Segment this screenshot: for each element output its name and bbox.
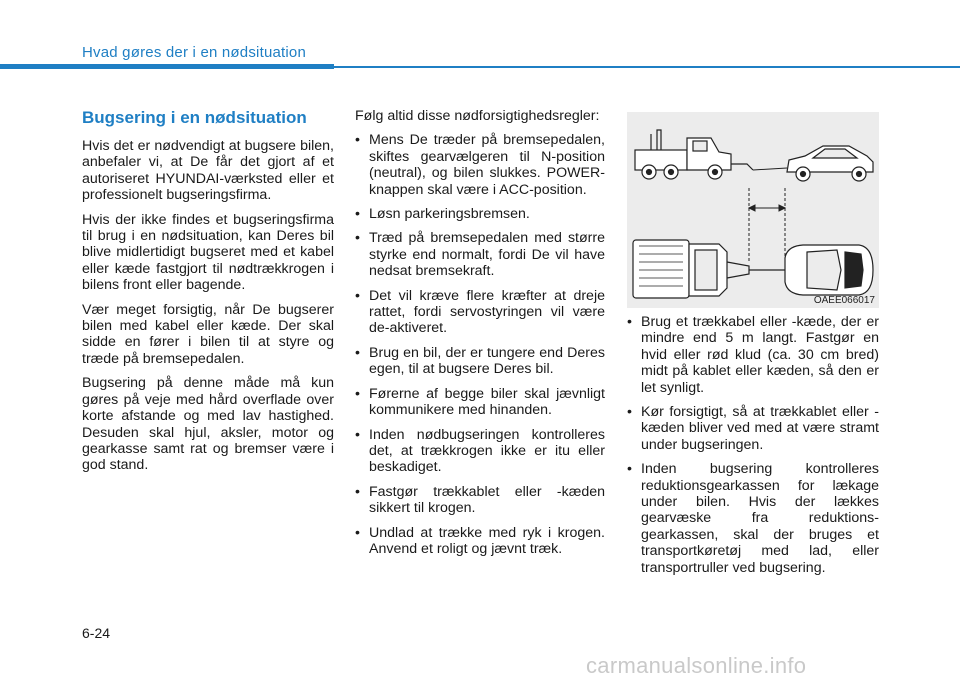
- bullet-icon: •: [355, 483, 360, 500]
- list-item-text: Fastgør trækkablet eller -kæden sikkert til krogen.: [369, 483, 605, 517]
- list-item-text: Undlad at trække med ryk i krogen. Anvend et roligt og jævnt træk.: [369, 524, 605, 557]
- section-title: Bugsering i en nødsituation: [82, 108, 307, 127]
- bullet-icon: •: [355, 426, 360, 443]
- rules-list: [355, 132, 605, 557]
- bullet-icon: •: [355, 344, 360, 361]
- paragraph: Bugsering på denne måde må kun gøres på veje med hård overflade over korte afstande og med lav hastighed. Desuden skal hjul, aksler, motor og gearkasse samt rat og bremser være i god stand.: [82, 375, 334, 474]
- list-item: [355, 132, 605, 198]
- list-item: [355, 345, 605, 378]
- list-item-text: Førerne af begge biler skal jævnligt kommunikere med hinanden.: [369, 385, 605, 419]
- list-item: [355, 427, 605, 476]
- list-item-text: Løsn parkeringsbremsen.: [369, 206, 530, 223]
- towing-illustration: [627, 112, 879, 308]
- figure-code: OAEE066017: [813, 295, 875, 306]
- car-side-icon: [787, 146, 873, 181]
- list-item-text: Inden nødbugseringen kontrolleres det, at trækkrogen ikke er itu eller beskadiget.: [369, 426, 605, 476]
- paragraph: Vær meget forsigtig, når De bugserer bilen med kabel eller kæde. Der skal sidde en fører i bilen til at styre og træde på bremsepedalen.: [82, 301, 334, 367]
- list-item: [355, 230, 605, 279]
- header-rule: [334, 66, 960, 68]
- list-item: [627, 461, 879, 576]
- page-number: 6-24: [82, 625, 111, 641]
- bullet-icon: •: [627, 404, 632, 421]
- column-right: [627, 314, 879, 584]
- list-item-text: Kør forsigtigt, så at trækkablet eller -kæden bliver ved med at være stramt under bugseringen.: [641, 404, 879, 453]
- bullet-icon: •: [355, 287, 360, 304]
- tow-truck-side-icon: [635, 130, 753, 179]
- list-item-text: Inden bugsering kontrolleres reduktionsgearkassen for lækage under bilen. Hvis der lækkes gearvæske fra reduktions- gearkassen, skal der bruges et transportkøretøj med lad, eller transportruller ved bugsering.: [641, 461, 879, 576]
- bullet-icon: •: [355, 206, 360, 223]
- column-left: [82, 108, 334, 482]
- header-rule-accent: [0, 64, 334, 69]
- list-item-text: Brug et trækkabel eller -kæde, der er mindre end 5 m langt. Fastgør en hvid eller rød klud (ca. 30 cm bred) midt på kablet eller kæden, så den er let synligt.: [641, 314, 879, 396]
- list-item: [355, 288, 605, 337]
- car-top-icon: [749, 245, 873, 295]
- watermark: carmanualsonline.info: [586, 653, 807, 678]
- tow-cable-icon: [749, 168, 787, 262]
- list-item: [627, 314, 879, 396]
- list-item-text: Træd på bremsepedalen med større styrke end normalt, fordi De vil have nedsat bremsekraft.: [369, 230, 605, 280]
- bullet-icon: •: [355, 385, 360, 402]
- list-item-text: Mens De træder på bremsepedalen, skiftes gearvælgeren til N-position (neutral), og bilen slukkes. POWER-knappen skal være i ACC-position.: [369, 132, 605, 198]
- list-item: [355, 525, 605, 558]
- list-item-text: Det vil kræve flere kræfter at dreje rattet, fordi servostyringen vil være de-aktiveret.: [369, 287, 605, 337]
- list-item-text: Brug en bil, der er tungere end Deres egen, til at bugsere Deres bil.: [369, 344, 605, 378]
- list-item: [627, 404, 879, 453]
- section-header: Hvad gøres der i en nødsituation: [82, 44, 307, 61]
- towing-diagram: [627, 112, 879, 308]
- list-item: [355, 206, 605, 222]
- bullet-icon: •: [627, 461, 632, 478]
- paragraph: Hvis det er nødvendigt at bugsere bilen, anbefaler vi, at De får det gjort af et autoriseret HYUNDAI-værksted eller et professionelt bugseringsfirma.: [82, 138, 334, 204]
- bullet-icon: •: [355, 524, 360, 541]
- truck-top-icon: [633, 240, 749, 298]
- rules-intro: Følg altid disse nødforsigtighedsregler:: [355, 108, 600, 124]
- list-item: [355, 386, 605, 419]
- bullet-icon: •: [355, 132, 360, 149]
- column-middle: [355, 108, 605, 565]
- paragraph: Hvis der ikke findes et bugseringsfirma til brug i en nødsituation, kan Deres bil blive midlertidigt bugseret med et kabel eller kæde fastgjort til nødtrækkrogen i bilens front eller bagende.: [82, 211, 334, 294]
- bullet-icon: •: [355, 230, 360, 247]
- towing-notes-list: [627, 314, 879, 576]
- bullet-icon: •: [627, 314, 632, 330]
- list-item: [355, 484, 605, 517]
